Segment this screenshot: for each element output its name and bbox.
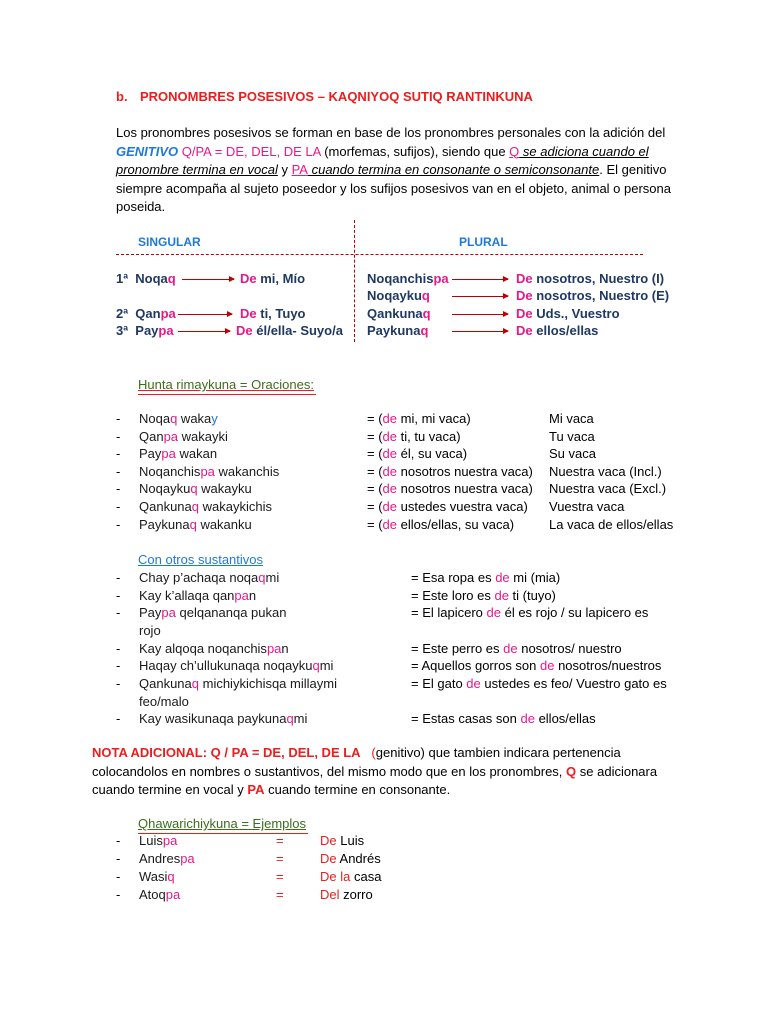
word-root: Andres: [139, 851, 181, 866]
arrow-icon: [452, 279, 508, 280]
phrase-suffix: pa: [200, 463, 215, 479]
quechua-phrase: [139, 428, 228, 445]
gloss-de: de: [382, 446, 398, 462]
phrase-root: Kay wasikunaqa paykuna: [139, 711, 287, 727]
translation: Vuestra vaca: [549, 499, 625, 514]
phrase-word: michiykichisqa millaymi: [199, 676, 337, 691]
word-root: Atoq: [139, 887, 166, 902]
word-root: Wasi: [139, 869, 168, 884]
arrow-icon: [178, 314, 232, 315]
phrase-suffix: q: [286, 711, 294, 727]
list-bullet: -: [116, 640, 121, 656]
phrase-root: Paykuna: [139, 516, 190, 532]
example-word: [139, 886, 180, 903]
list-bullet: -: [116, 411, 121, 426]
list-bullet: -: [116, 587, 121, 603]
quechua-phrase: [139, 675, 337, 692]
plural-meaning: De Uds., Vuestro: [516, 306, 620, 321]
example-gloss: [320, 886, 373, 903]
spanish-gloss: [411, 587, 556, 604]
phrase-root: Kay k’allaqa qan: [139, 587, 235, 603]
equals-sign: =: [276, 887, 284, 902]
singular-meaning: De él/ella- Suyo/a: [236, 323, 343, 338]
gloss-rest: nosotros nuestra vaca): [397, 481, 533, 497]
gloss-start: = El gato: [411, 676, 467, 691]
spanish-gloss: [367, 516, 514, 533]
table-column-divider: [354, 220, 355, 342]
phrase-word: wakanku: [196, 516, 252, 532]
gloss-start: = El lapicero: [411, 605, 487, 621]
gloss-rest: nosotros nuestra vaca): [397, 463, 533, 479]
gloss-de: de: [382, 499, 398, 514]
arrow-icon: [452, 331, 508, 332]
phrase-word: n: [248, 587, 257, 603]
phrase-continuation: rojo: [139, 622, 161, 638]
gloss-open: = (: [367, 428, 383, 444]
equals-sign: =: [276, 851, 284, 866]
singular-row: 2ª Qanpa: [116, 306, 176, 321]
phrase-word: wakan: [175, 446, 218, 462]
spanish-gloss: [411, 675, 667, 692]
quechua-phrase: [139, 640, 289, 657]
word-root: Luis: [139, 833, 163, 848]
quechua-phrase: [139, 587, 256, 604]
gloss-de: de: [486, 605, 501, 621]
word-suffix: pa: [180, 851, 195, 866]
gloss-start: = Este perro es: [411, 640, 504, 656]
singular-meaning: De mi, Mío: [240, 271, 306, 286]
translation: Nuestra vaca (Incl.): [549, 463, 662, 479]
phrase-suffix: pa: [161, 605, 176, 621]
spanish-gloss: [411, 657, 661, 674]
section-letter: b.: [116, 89, 128, 104]
phrase-continuation: feo/malo: [139, 693, 189, 709]
list-bullet: -: [116, 833, 121, 848]
phrase-suffix: q: [312, 658, 320, 674]
phrase-root: Noqa: [139, 411, 171, 426]
phrase-suffix: pa: [161, 446, 176, 462]
spanish-gloss: [411, 710, 596, 727]
list-bullet: -: [116, 499, 121, 514]
gloss-de: de: [503, 640, 518, 656]
sustantivos-title: Con otros sustantivos: [138, 552, 264, 567]
phrase-root: Pay: [139, 446, 162, 462]
equals-sign: =: [276, 833, 284, 848]
gloss-rest: Luis: [336, 833, 365, 848]
list-bullet: -: [116, 605, 121, 621]
spanish-gloss: [367, 498, 528, 515]
spanish-gloss: [367, 463, 533, 480]
word-suffix: pa: [162, 833, 178, 848]
quechua-phrase: [139, 657, 333, 674]
gloss-rest: ellos/ellas, su vaca): [397, 516, 515, 532]
example-word: [139, 850, 195, 867]
example-gloss: [320, 850, 381, 867]
gloss-open: = (: [367, 463, 383, 479]
phrase-suffix: q: [191, 499, 199, 514]
phrase-root: Chay p’achaqa noqa: [139, 570, 259, 585]
gloss-start: = Esa ropa es: [411, 570, 496, 585]
translation: La vaca de ellos/ellas: [549, 516, 674, 532]
gloss-de: de: [520, 711, 535, 727]
list-bullet: -: [116, 463, 121, 479]
spanish-gloss: [367, 410, 471, 427]
gloss-de: de: [382, 516, 398, 532]
quechua-phrase: [139, 569, 279, 586]
intro-paragraph: Los pronombres posesivos se forman en base de los pronombres personales con la adición del GENITIVO Q/PA = DE, DEL, DE LA (morfemas, sufijos), siendo que Q se adiciona cuando el pronombre termina en vocal y PA cuando termina en consonante o semiconsonante. El genitivo siempre acompaña al sujeto poseedor y los sufijos posesivos van en el objeto, animal o persona poseida.: [116, 125, 671, 214]
phrase-suffix: pa: [163, 428, 179, 444]
table-header-rule: [116, 254, 643, 255]
list-bullet: -: [116, 711, 121, 727]
gloss-de: de: [382, 463, 398, 479]
phrase-root: Kay alqoqa noqanchis: [139, 640, 267, 656]
gloss-de: Del: [320, 887, 340, 902]
singular-row: 1ª Noqaq: [116, 271, 176, 286]
example-gloss: [320, 868, 381, 885]
gloss-rest: Andrés: [336, 851, 381, 866]
spanish-gloss: [411, 640, 622, 657]
quechua-phrase: [139, 604, 286, 621]
phrase-root: Pay: [139, 605, 162, 621]
translation: Su vaca: [549, 446, 596, 462]
plural-row: Noqaykuq: [367, 288, 430, 303]
equals-sign: =: [276, 869, 284, 884]
spanish-gloss: [367, 480, 533, 497]
list-bullet: -: [116, 658, 121, 674]
phrase-root: Qankuna: [139, 676, 192, 691]
list-bullet: -: [116, 428, 121, 444]
quechua-phrase: [139, 516, 252, 533]
quechua-phrase: [139, 445, 217, 462]
plural-meaning: De ellos/ellas: [516, 323, 599, 338]
nota-label: NOTA ADICIONAL: Q / PA = DE, DEL, DE LA: [92, 745, 361, 760]
gloss-de: de: [382, 411, 398, 426]
phrase-suffix: pa: [266, 640, 282, 656]
arrow-icon: [452, 296, 508, 297]
singular-row: 3ª Paypa: [116, 323, 174, 338]
oraciones-title-underline: [138, 394, 316, 395]
singular-meaning: De ti, Tuyo: [240, 306, 306, 321]
list-bullet: -: [116, 446, 121, 462]
arrow-icon: [178, 331, 230, 332]
phrase-suffix: q: [190, 481, 198, 497]
gloss-rest: zorro: [339, 887, 373, 902]
gloss-rest: mi (mia): [509, 570, 561, 585]
ejemplos-title: Qhawarichiykuna = Ejemplos: [138, 816, 306, 831]
phrase-root: Qan: [139, 428, 164, 444]
spanish-gloss: [411, 569, 560, 586]
quechua-phrase: [139, 498, 272, 515]
gloss-start: = Estas casas son: [411, 711, 521, 727]
word-suffix: q: [167, 869, 175, 884]
phrase-suffix: y: [211, 411, 218, 426]
gloss-de: de: [495, 570, 510, 585]
phrase-word: mi: [265, 570, 280, 585]
phrase-word: wakanchis: [214, 463, 280, 479]
gloss-open: = (: [367, 411, 383, 426]
oraciones-title: Hunta rimaykuna = Oraciones:: [138, 377, 314, 392]
phrase-word: wakaykichis: [199, 499, 272, 514]
phrase-word: qelqananqa pukan: [175, 605, 287, 621]
plural-row: Paykunaq: [367, 323, 429, 338]
gloss-rest: nosotros/nuestros: [554, 658, 662, 674]
plural-row: Noqanchispa: [367, 271, 449, 286]
plural-row: Qankunaq: [367, 306, 431, 321]
plural-meaning: De nosotros, Nuestro (I): [516, 271, 665, 286]
phrase-suffix: q: [189, 516, 197, 532]
example-word: [139, 832, 177, 849]
page-title: PRONOMBRES POSESIVOS – KAQNIYOQ SUTIQ RANTINKUNA: [140, 89, 533, 104]
gloss-rest: ustedes vuestra vaca): [397, 499, 528, 514]
phrase-word: waka: [177, 411, 212, 426]
plural-meaning: De nosotros, Nuestro (E): [516, 288, 670, 303]
gloss-rest: ellos/ellas: [534, 711, 596, 727]
gloss-de: de: [466, 676, 481, 691]
quechua-phrase: [139, 480, 252, 497]
list-bullet: -: [116, 851, 121, 866]
gloss-open: = (: [367, 516, 383, 532]
list-bullet: -: [116, 887, 121, 902]
quechua-phrase: [139, 410, 218, 427]
phrase-root: Qankuna: [139, 499, 192, 514]
gloss-de: de: [540, 658, 555, 674]
quechua-phrase: [139, 463, 279, 480]
gloss-rest: él, su vaca): [397, 446, 468, 462]
phrase-word: mi: [319, 658, 334, 674]
gloss-start: = Aquellos gorros son: [411, 658, 540, 674]
singular-header: SINGULAR: [138, 235, 201, 249]
phrase-suffix: q: [191, 676, 199, 691]
gloss-de: de: [382, 481, 398, 497]
phrase-suffix: q: [258, 570, 266, 585]
word-suffix: pa: [165, 887, 181, 902]
list-bullet: -: [116, 676, 121, 691]
phrase-word: wakayki: [178, 428, 228, 444]
nota-paragraph: NOTA ADICIONAL: Q / PA = DE, DEL, DE LA (genitivo) que tambien indicara pertenencia colocandolos en nombres o sustantivos, del mismo modo que en los pronombres, Q se adicionara cuando termine en vocal y PA cuando termine en consonante.: [92, 745, 658, 797]
gloss-rest: mi, mi vaca): [397, 411, 471, 426]
gloss-de: De la: [320, 869, 351, 884]
list-bullet: -: [116, 481, 121, 497]
gloss-start: = Este loro es: [411, 587, 495, 603]
gloss-rest: ustedes es feo/ Vuestro gato es: [480, 676, 667, 691]
quechua-phrase: [139, 710, 307, 727]
translation: Tu vaca: [549, 428, 595, 444]
phrase-root: Noqanchis: [139, 463, 201, 479]
gloss-rest: casa: [350, 869, 382, 884]
spanish-gloss: [411, 604, 648, 621]
gloss-de: De: [320, 833, 337, 848]
list-bullet: -: [116, 516, 121, 532]
translation: Nuestra vaca (Excl.): [549, 481, 667, 497]
phrase-word: mi: [293, 711, 308, 727]
phrase-word: n: [281, 640, 289, 656]
gloss-rest: ti, tu vaca): [397, 428, 461, 444]
gloss-open: = (: [367, 446, 383, 462]
translation: Mi vaca: [549, 411, 594, 426]
list-bullet: -: [116, 570, 121, 585]
gloss-open: = (: [367, 481, 383, 497]
gloss-open: = (: [367, 499, 383, 514]
phrase-suffix: q: [170, 411, 178, 426]
phrase-suffix: pa: [234, 587, 249, 603]
plural-header: PLURAL: [459, 235, 508, 249]
phrase-word: wakayku: [197, 481, 252, 497]
list-bullet: -: [116, 869, 121, 884]
arrow-icon: [182, 279, 234, 280]
gloss-rest: él es rojo / su lapicero es: [500, 605, 649, 621]
spanish-gloss: [367, 445, 467, 462]
example-gloss: [320, 832, 364, 849]
gloss-rest: ti (tuyo): [508, 587, 556, 603]
genitivo-term: GENITIVO: [116, 143, 179, 159]
phrase-root: Noqayku: [139, 481, 191, 497]
spanish-gloss: [367, 428, 461, 445]
gloss-de: de: [382, 428, 398, 444]
gloss-rest: nosotros/ nuestro: [517, 640, 622, 656]
phrase-root: Haqay ch’ullukunaqa noqayku: [139, 658, 313, 674]
gloss-de: de: [494, 587, 509, 603]
example-word: [139, 868, 175, 885]
gloss-de: De: [320, 851, 337, 866]
arrow-icon: [452, 314, 508, 315]
